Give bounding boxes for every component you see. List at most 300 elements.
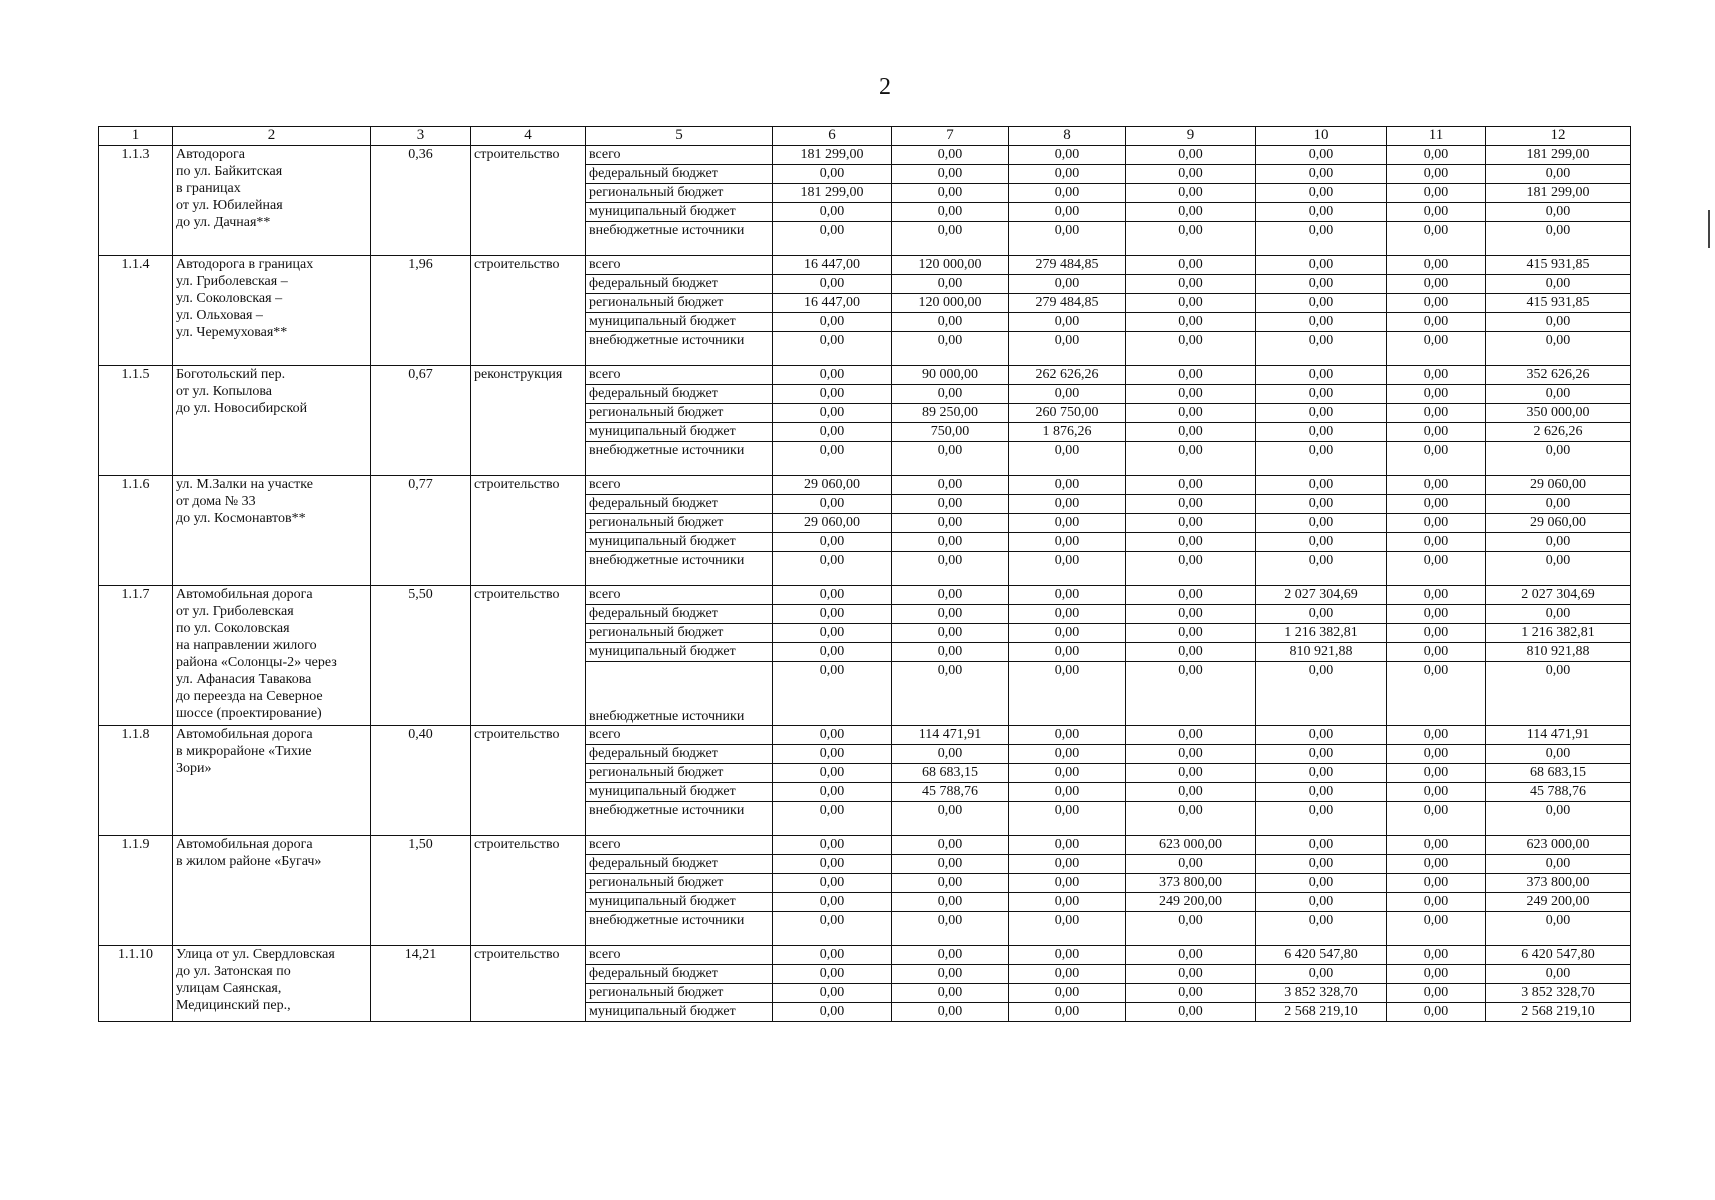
amount-cell: 0,00	[1256, 256, 1387, 275]
funding-source: региональный бюджет	[586, 184, 773, 203]
road-name	[173, 476, 371, 586]
amount-cell: 0,00	[1256, 165, 1387, 184]
road-name-line: до ул. Новосибирской	[176, 401, 308, 416]
amount-cell: 90 000,00	[892, 366, 1009, 385]
amount-cell: 0,00	[773, 423, 892, 442]
amount-cell: 0,00	[1387, 385, 1486, 404]
road-name	[173, 146, 371, 256]
budget-table-body	[99, 127, 1631, 1022]
amount-cell: 0,00	[1486, 495, 1631, 514]
funding-source: федеральный бюджет	[586, 605, 773, 624]
amount-cell: 0,00	[1486, 442, 1631, 476]
amount-cell: 0,00	[1486, 275, 1631, 294]
amount-cell: 0,00	[1256, 203, 1387, 222]
amount-cell: 0,00	[1009, 514, 1126, 533]
amount-cell: 0,00	[892, 476, 1009, 495]
amount-cell: 0,00	[1486, 222, 1631, 256]
amount-cell: 0,00	[1387, 423, 1486, 442]
amount-cell: 0,00	[892, 332, 1009, 366]
road-name-line: ул. М.Залки на участке	[176, 477, 313, 492]
funding-source: всего	[586, 476, 773, 495]
road-name	[173, 836, 371, 946]
road-name	[173, 726, 371, 836]
amount-cell: 1 876,26	[1009, 423, 1126, 442]
amount-cell: 0,00	[892, 586, 1009, 605]
amount-cell: 0,00	[1486, 855, 1631, 874]
amount-cell: 0,00	[1256, 855, 1387, 874]
amount-cell: 0,00	[773, 442, 892, 476]
amount-cell: 0,00	[892, 836, 1009, 855]
amount-cell: 0,00	[1009, 275, 1126, 294]
amount-cell: 0,00	[892, 893, 1009, 912]
amount-cell: 0,00	[1009, 912, 1126, 946]
amount-cell: 0,00	[1486, 385, 1631, 404]
road-name-line: на направлении жилого	[176, 638, 317, 653]
amount-cell: 0,00	[1126, 783, 1256, 802]
amount-cell: 0,00	[892, 802, 1009, 836]
funding-source: федеральный бюджет	[586, 495, 773, 514]
funding-source: внебюджетные источники	[586, 802, 773, 836]
road-name	[173, 586, 371, 726]
amount-cell: 0,00	[1387, 332, 1486, 366]
amount-cell: 3 852 328,70	[1256, 984, 1387, 1003]
road-name-line: от ул. Юбилейная	[176, 198, 283, 213]
amount-cell: 0,00	[1256, 745, 1387, 764]
amount-cell: 0,00	[1126, 294, 1256, 313]
amount-cell: 0,00	[1009, 764, 1126, 783]
budget-table	[98, 126, 1631, 1022]
header-cell: 8	[1009, 127, 1126, 146]
road-name-line: до переезда на Северное	[176, 689, 323, 704]
amount-cell: 0,00	[1126, 912, 1256, 946]
amount-cell: 0,00	[892, 984, 1009, 1003]
funding-source: всего	[586, 586, 773, 605]
amount-cell: 2 027 304,69	[1256, 586, 1387, 605]
amount-cell: 0,00	[1486, 332, 1631, 366]
funding-source: внебюджетные источники	[586, 442, 773, 476]
road-name-line: ул. Соколовская –	[176, 291, 283, 306]
amount-cell: 0,00	[1009, 313, 1126, 332]
amount-cell: 0,00	[1387, 726, 1486, 745]
road-name-line: Автодорога	[176, 147, 245, 162]
amount-cell: 45 788,76	[1486, 783, 1631, 802]
amount-cell: 0,00	[1387, 514, 1486, 533]
amount-cell: 0,00	[773, 605, 892, 624]
amount-cell: 114 471,91	[1486, 726, 1631, 745]
amount-cell: 0,00	[1126, 385, 1256, 404]
amount-cell: 0,00	[1009, 476, 1126, 495]
road-name-line: Улица от ул. Свердловская	[176, 947, 335, 962]
margin-mark	[1708, 210, 1710, 248]
amount-cell: 0,00	[1126, 946, 1256, 965]
amount-cell: 6 420 547,80	[1486, 946, 1631, 965]
amount-cell: 2 626,26	[1486, 423, 1631, 442]
amount-cell: 0,00	[1126, 552, 1256, 586]
road-name-line: шоссе (проектирование)	[176, 706, 322, 721]
amount-cell: 68 683,15	[1486, 764, 1631, 783]
funding-source: муниципальный бюджет	[586, 1003, 773, 1022]
amount-cell: 0,00	[1126, 802, 1256, 836]
amount-cell: 0,00	[1486, 965, 1631, 984]
amount-cell: 0,00	[1009, 146, 1126, 165]
amount-cell: 0,00	[1009, 385, 1126, 404]
funding-source: федеральный бюджет	[586, 165, 773, 184]
road-name-line: в микрорайоне «Тихие	[176, 744, 312, 759]
amount-cell: 0,00	[1387, 874, 1486, 893]
funding-source: всего	[586, 946, 773, 965]
amount-cell: 0,00	[892, 203, 1009, 222]
amount-cell: 0,00	[773, 222, 892, 256]
road-length: 0,36	[371, 146, 471, 256]
amount-cell: 45 788,76	[892, 783, 1009, 802]
amount-cell: 2 568 219,10	[1256, 1003, 1387, 1022]
amount-cell: 0,00	[1387, 946, 1486, 965]
amount-cell: 0,00	[1009, 783, 1126, 802]
amount-cell: 0,00	[773, 946, 892, 965]
amount-cell: 0,00	[1486, 533, 1631, 552]
amount-cell: 0,00	[892, 442, 1009, 476]
amount-cell: 0,00	[1387, 203, 1486, 222]
header-row	[99, 127, 1631, 146]
amount-cell: 0,00	[773, 893, 892, 912]
amount-cell: 415 931,85	[1486, 294, 1631, 313]
amount-cell: 352 626,26	[1486, 366, 1631, 385]
amount-cell: 0,00	[1256, 146, 1387, 165]
amount-cell: 0,00	[1387, 256, 1486, 275]
amount-cell: 0,00	[1009, 442, 1126, 476]
amount-cell: 0,00	[773, 643, 892, 662]
amount-cell: 0,00	[1126, 442, 1256, 476]
amount-cell: 0,00	[1009, 605, 1126, 624]
road-name-line: Автомобильная дорога	[176, 837, 313, 852]
amount-cell: 0,00	[1387, 836, 1486, 855]
amount-cell: 0,00	[1387, 855, 1486, 874]
road-name-line: в жилом районе «Бугач»	[176, 854, 322, 869]
funding-source: региональный бюджет	[586, 294, 773, 313]
amount-cell: 0,00	[773, 802, 892, 836]
amount-cell: 249 200,00	[1486, 893, 1631, 912]
amount-cell: 0,00	[892, 533, 1009, 552]
amount-cell: 0,00	[892, 1003, 1009, 1022]
amount-cell: 0,00	[892, 874, 1009, 893]
amount-cell: 3 852 328,70	[1486, 984, 1631, 1003]
amount-cell: 0,00	[1126, 1003, 1256, 1022]
amount-cell: 0,00	[892, 855, 1009, 874]
funding-source: региональный бюджет	[586, 874, 773, 893]
amount-cell: 0,00	[1486, 802, 1631, 836]
amount-cell: 68 683,15	[892, 764, 1009, 783]
amount-cell: 0,00	[892, 313, 1009, 332]
amount-cell: 0,00	[1256, 385, 1387, 404]
item-number: 1.1.4	[99, 256, 173, 366]
amount-cell: 0,00	[1256, 552, 1387, 586]
amount-cell: 0,00	[892, 146, 1009, 165]
amount-cell: 0,00	[1126, 404, 1256, 423]
road-length: 0,40	[371, 726, 471, 836]
amount-cell: 2 568 219,10	[1486, 1003, 1631, 1022]
amount-cell: 0,00	[1256, 874, 1387, 893]
amount-cell: 0,00	[1009, 165, 1126, 184]
amount-cell: 0,00	[773, 404, 892, 423]
funding-source: региональный бюджет	[586, 984, 773, 1003]
work-type: строительство	[471, 476, 586, 586]
amount-cell: 279 484,85	[1009, 294, 1126, 313]
amount-cell: 0,00	[1009, 874, 1126, 893]
amount-cell: 0,00	[1126, 222, 1256, 256]
amount-cell: 750,00	[892, 423, 1009, 442]
amount-cell: 0,00	[1387, 965, 1486, 984]
work-type: строительство	[471, 946, 586, 1022]
table-row	[99, 256, 1631, 275]
table-row	[99, 726, 1631, 745]
funding-source: муниципальный бюджет	[586, 313, 773, 332]
work-type: строительство	[471, 256, 586, 366]
amount-cell: 181 299,00	[1486, 146, 1631, 165]
amount-cell: 0,00	[1256, 184, 1387, 203]
header-cell: 9	[1126, 127, 1256, 146]
header-cell: 2	[173, 127, 371, 146]
amount-cell: 181 299,00	[773, 184, 892, 203]
amount-cell: 0,00	[1387, 294, 1486, 313]
header-cell: 3	[371, 127, 471, 146]
amount-cell: 0,00	[773, 165, 892, 184]
amount-cell: 623 000,00	[1126, 836, 1256, 855]
amount-cell: 0,00	[1126, 256, 1256, 275]
road-length: 1,50	[371, 836, 471, 946]
amount-cell: 29 060,00	[1486, 514, 1631, 533]
amount-cell: 0,00	[773, 783, 892, 802]
funding-source: региональный бюджет	[586, 404, 773, 423]
funding-source: внебюджетные источники	[586, 662, 773, 726]
amount-cell: 0,00	[1126, 533, 1256, 552]
road-length: 1,96	[371, 256, 471, 366]
amount-cell: 0,00	[1256, 764, 1387, 783]
funding-source: региональный бюджет	[586, 764, 773, 783]
amount-cell: 0,00	[1009, 332, 1126, 366]
amount-cell: 0,00	[1126, 586, 1256, 605]
amount-cell: 0,00	[773, 495, 892, 514]
amount-cell: 0,00	[1009, 533, 1126, 552]
amount-cell: 0,00	[1387, 442, 1486, 476]
amount-cell: 0,00	[1256, 275, 1387, 294]
item-number: 1.1.3	[99, 146, 173, 256]
funding-source: региональный бюджет	[586, 514, 773, 533]
road-name-line: до ул. Дачная**	[176, 215, 271, 230]
amount-cell: 0,00	[1387, 184, 1486, 203]
amount-cell: 0,00	[892, 184, 1009, 203]
amount-cell: 0,00	[1009, 836, 1126, 855]
item-number: 1.1.6	[99, 476, 173, 586]
amount-cell: 0,00	[892, 643, 1009, 662]
amount-cell: 260 750,00	[1009, 404, 1126, 423]
amount-cell: 0,00	[1387, 495, 1486, 514]
amount-cell: 0,00	[1126, 184, 1256, 203]
amount-cell: 0,00	[892, 662, 1009, 726]
road-name-line: Зори»	[176, 761, 212, 776]
amount-cell: 0,00	[1009, 965, 1126, 984]
road-name-line: по ул. Соколовская	[176, 621, 290, 636]
amount-cell: 0,00	[1387, 783, 1486, 802]
amount-cell: 0,00	[892, 385, 1009, 404]
amount-cell: 0,00	[1126, 965, 1256, 984]
header-cell: 10	[1256, 127, 1387, 146]
amount-cell: 0,00	[773, 385, 892, 404]
amount-cell: 0,00	[1126, 275, 1256, 294]
work-type: строительство	[471, 146, 586, 256]
amount-cell: 623 000,00	[1486, 836, 1631, 855]
amount-cell: 0,00	[1126, 495, 1256, 514]
amount-cell: 0,00	[1486, 662, 1631, 726]
amount-cell: 0,00	[1387, 476, 1486, 495]
road-name-line: Автомобильная дорога	[176, 587, 313, 602]
amount-cell: 0,00	[1256, 802, 1387, 836]
amount-cell: 0,00	[1126, 476, 1256, 495]
amount-cell: 0,00	[773, 745, 892, 764]
amount-cell: 0,00	[1387, 366, 1486, 385]
amount-cell: 0,00	[1486, 552, 1631, 586]
amount-cell: 0,00	[1009, 802, 1126, 836]
funding-source: внебюджетные источники	[586, 912, 773, 946]
road-name-line: Боготольский пер.	[176, 367, 286, 382]
funding-source: всего	[586, 366, 773, 385]
table-row	[99, 366, 1631, 385]
amount-cell: 0,00	[1126, 332, 1256, 366]
amount-cell: 0,00	[1126, 605, 1256, 624]
amount-cell: 16 447,00	[773, 294, 892, 313]
amount-cell: 0,00	[892, 552, 1009, 586]
amount-cell: 0,00	[1126, 165, 1256, 184]
amount-cell: 0,00	[1256, 726, 1387, 745]
amount-cell: 0,00	[1256, 495, 1387, 514]
amount-cell: 0,00	[1126, 313, 1256, 332]
road-name	[173, 366, 371, 476]
header-cell: 6	[773, 127, 892, 146]
amount-cell: 0,00	[1387, 552, 1486, 586]
road-name-line: Автомобильная дорога	[176, 727, 313, 742]
road-length: 0,67	[371, 366, 471, 476]
amount-cell: 0,00	[1256, 332, 1387, 366]
header-cell: 12	[1486, 127, 1631, 146]
item-number: 1.1.10	[99, 946, 173, 1022]
amount-cell: 1 216 382,81	[1256, 624, 1387, 643]
amount-cell: 0,00	[1387, 222, 1486, 256]
road-name-line: от ул. Копылова	[176, 384, 272, 399]
amount-cell: 0,00	[892, 222, 1009, 256]
amount-cell: 0,00	[892, 745, 1009, 764]
amount-cell: 0,00	[1256, 783, 1387, 802]
amount-cell: 16 447,00	[773, 256, 892, 275]
amount-cell: 0,00	[1256, 662, 1387, 726]
amount-cell: 0,00	[773, 552, 892, 586]
amount-cell: 0,00	[1009, 586, 1126, 605]
table-row	[99, 586, 1631, 605]
road-name-line: от ул. Гриболевская	[176, 604, 294, 619]
amount-cell: 0,00	[1126, 203, 1256, 222]
amount-cell: 0,00	[1387, 275, 1486, 294]
amount-cell: 0,00	[773, 726, 892, 745]
amount-cell: 0,00	[773, 275, 892, 294]
amount-cell: 0,00	[773, 984, 892, 1003]
amount-cell: 0,00	[1486, 165, 1631, 184]
amount-cell: 120 000,00	[892, 294, 1009, 313]
amount-cell: 0,00	[773, 586, 892, 605]
funding-source: всего	[586, 836, 773, 855]
amount-cell: 0,00	[1256, 893, 1387, 912]
road-name-line: в границах	[176, 181, 241, 196]
amount-cell: 0,00	[1009, 643, 1126, 662]
amount-cell: 0,00	[1126, 984, 1256, 1003]
amount-cell: 0,00	[892, 514, 1009, 533]
amount-cell: 810 921,88	[1256, 643, 1387, 662]
road-name-line: Медицинский пер.,	[176, 998, 291, 1013]
funding-source: муниципальный бюджет	[586, 533, 773, 552]
amount-cell: 181 299,00	[773, 146, 892, 165]
funding-source: федеральный бюджет	[586, 965, 773, 984]
funding-source: муниципальный бюджет	[586, 203, 773, 222]
road-name-line: улицам Саянская,	[176, 981, 282, 996]
funding-source: внебюджетные источники	[586, 222, 773, 256]
amount-cell: 415 931,85	[1486, 256, 1631, 275]
road-name-line: от дома № 33	[176, 494, 256, 509]
amount-cell: 0,00	[1009, 946, 1126, 965]
amount-cell: 0,00	[892, 605, 1009, 624]
amount-cell: 0,00	[1009, 726, 1126, 745]
amount-cell: 0,00	[1126, 764, 1256, 783]
amount-cell: 373 800,00	[1486, 874, 1631, 893]
amount-cell: 29 060,00	[1486, 476, 1631, 495]
funding-source: федеральный бюджет	[586, 385, 773, 404]
amount-cell: 114 471,91	[892, 726, 1009, 745]
amount-cell: 0,00	[773, 874, 892, 893]
funding-source: муниципальный бюджет	[586, 783, 773, 802]
amount-cell: 262 626,26	[1009, 366, 1126, 385]
funding-source: федеральный бюджет	[586, 275, 773, 294]
amount-cell: 0,00	[1387, 912, 1486, 946]
amount-cell: 373 800,00	[1126, 874, 1256, 893]
amount-cell: 0,00	[1387, 404, 1486, 423]
amount-cell: 0,00	[1256, 442, 1387, 476]
funding-source: региональный бюджет	[586, 624, 773, 643]
amount-cell: 0,00	[1256, 476, 1387, 495]
funding-source: муниципальный бюджет	[586, 423, 773, 442]
amount-cell: 0,00	[1256, 912, 1387, 946]
amount-cell: 0,00	[1387, 893, 1486, 912]
item-number: 1.1.5	[99, 366, 173, 476]
page-number: 2	[879, 74, 891, 100]
amount-cell: 0,00	[1126, 624, 1256, 643]
work-type: реконструкция	[471, 366, 586, 476]
amount-cell: 0,00	[1009, 552, 1126, 586]
road-name-line: по ул. Байкитская	[176, 164, 283, 179]
amount-cell: 0,00	[1126, 366, 1256, 385]
amount-cell: 0,00	[1009, 624, 1126, 643]
amount-cell: 0,00	[1387, 1003, 1486, 1022]
funding-source: всего	[586, 256, 773, 275]
amount-cell: 0,00	[1126, 643, 1256, 662]
amount-cell: 0,00	[1009, 855, 1126, 874]
road-name-line: до ул. Затонская по	[176, 964, 291, 979]
road-length: 5,50	[371, 586, 471, 726]
amount-cell: 0,00	[1387, 984, 1486, 1003]
amount-cell: 0,00	[1126, 514, 1256, 533]
amount-cell: 0,00	[892, 165, 1009, 184]
funding-source: федеральный бюджет	[586, 745, 773, 764]
amount-cell: 0,00	[892, 624, 1009, 643]
amount-cell: 0,00	[773, 662, 892, 726]
amount-cell: 0,00	[773, 624, 892, 643]
amount-cell: 0,00	[1126, 726, 1256, 745]
header-cell: 11	[1387, 127, 1486, 146]
